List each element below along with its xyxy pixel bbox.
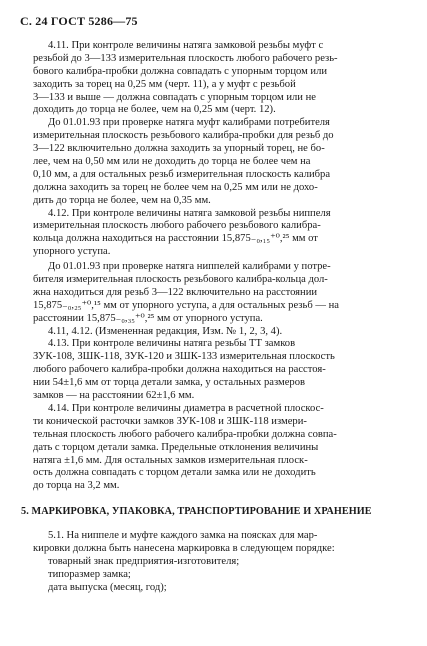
text-line: кировки должна быть нанесена маркировка в следующем порядке: [33,543,335,555]
text-line: заходить за торец на 0,25 мм (черт. 11), а у муфт с резьбой [33,78,296,90]
text-line: измерительная плоскость любого рабочего резьбового калибра- [33,220,321,232]
text-line: нии 54±1,6 мм от торца детали замка, у остальных размеров [33,377,306,389]
document-body [21,40,405,595]
section-heading: 5. МАРКИРОВКА, УПАКОВКА, ТРАНСПОРТИРОВАНИЕ И ХРАНЕНИЕ [21,506,372,518]
text-line: типоразмер замка; [48,568,131,580]
text-line: 4.11. При контроле величины натяга замковой резьбы муфт с [48,40,324,51]
text-line: ость должна совпадать с торцом детали замка или не доходить [33,467,316,479]
text-line: ти конической расточки замков ЗУК-108 и ЗШК-118 измери- [33,415,307,427]
text-line: до торца на 3,2 мм. [33,480,120,492]
text-line: жна находиться для резьб 3—122 включительно на расстоянии [33,286,318,298]
text-line: 5.1. На ниппеле и муфте каждого замка на поясках для мар- [48,530,318,542]
text-line: товарный знак предприятия-изготовителя; [48,555,240,567]
text-line: замков — на расстоянии 62±1,6 мм. [33,390,195,402]
text-line: 3—133 и выше — должна совпадать с упорным торцом или не [33,91,316,103]
text-line: упорного уступа. [33,246,111,258]
text-line: 4.13. При контроле величины натяга резьбы ТТ замков [48,338,296,350]
text-line: дать с торцом детали замка. Предельные отклонения величины [33,441,319,453]
text-line: доходить до торца не более, чем на 0,25 мм (черт. 12). [33,104,276,116]
text-line: ЗУК-108, ЗШК-118, ЗУК-120 и ЗШК-133 измерительная плоскость [33,351,335,363]
page-header: С. 24 ГОСТ 5286—75 [20,14,138,28]
text-line: 0,10 мм, а для остальных резьб измерительная плоскость калибра [33,168,331,180]
text-line: кольца должна находиться на расстоянии 15,875₋₀,₁₅⁺⁰,²⁵ мм от [33,233,318,245]
text-line: резьбой до 3—133 измерительная плоскость любого рабочего резь- [33,52,338,64]
text-line: натяга ±1,6 мм. Для остальных замков измерительная плоск- [33,454,308,466]
text-line: расстоянии 15,875₋₀,₃₅⁺⁰,²⁵ мм от упорного уступа. [33,312,263,324]
amendment-note: 4.11, 4.12. (Измененная редакция, Изм. № 1, 2, 3, 4). [48,325,283,337]
text-line: 4.12. При контроле величины натяга замковой резьбы ниппеля [48,207,331,219]
text-line: 4.14. При контроле величины диаметра в расчетной плоскос- [48,402,324,414]
text-line: До 01.01.93 при проверке натяга муфт калибрами потребителя [48,117,330,129]
text-line: измерительная плоскость резьбового калибра-пробки для резьб до [33,130,334,142]
text-line: дить до торца не более, чем на 0,35 мм. [33,194,211,206]
text-line: тельная плоскость любого рабочего калибра-пробки должна совпа- [33,428,337,440]
text-line: бового калибра-пробки должна совпадать с упорным торцом или [33,65,328,77]
text-line: любого рабочего калибра-пробки должна находиться на расстоя- [33,364,326,376]
text-line: 15,875₋₀,₂₅⁺⁰,¹⁵ мм от упорного уступа, а для остальных резьб — на [33,299,339,311]
text-line: 3—122 включительно должна заходить за упорный торец, не бо- [33,143,325,155]
text-line: лее, чем на 0,50 мм или не доходить до торца не более чем на [33,156,311,168]
text-line: бителя измерительная плоскость резьбового калибра-кольца дол- [33,274,328,286]
text-line: До 01.01.93 при проверке натяга ниппелей калибрами у потре- [48,261,331,273]
text-line: дата выпуска (месяц, год); [48,581,167,593]
text-line: должна заходить за торец не более чем на 0,25 мм или не дохо- [33,181,318,193]
